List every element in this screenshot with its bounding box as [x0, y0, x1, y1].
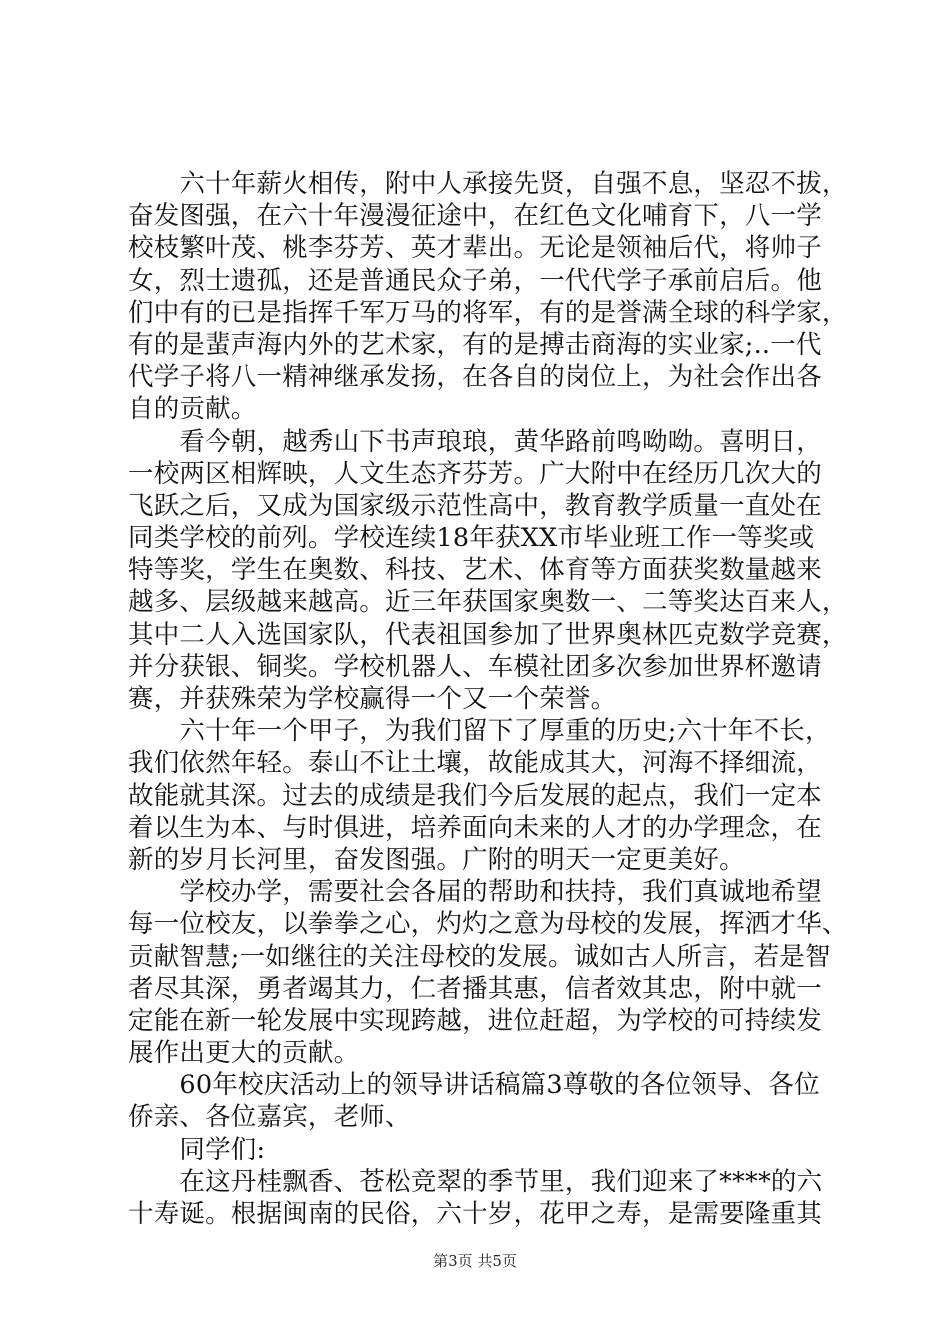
text-line: 自的贡献。	[128, 394, 257, 425]
text-line: 飞跃之后，又成为国家级示范性高中，教育教学质量一直处在	[128, 490, 822, 521]
document-body	[128, 168, 848, 1230]
text-line: 看今朝，越秀山下书声琅琅，黄华路前鸣呦呦。喜明日，	[128, 426, 822, 457]
text-line: 赛，并获殊荣为学校赢得一个又一个荣誉。	[128, 684, 617, 714]
text-line: 在这丹桂飘香、苍松竞翠的季节里，我们迎来了****的六	[128, 1166, 823, 1197]
text-line: 越多、层级越来越高。近三年获国家奥数一、二等奖达百来人，	[128, 587, 848, 618]
text-line: 校枝繁叶茂、桃李芬芳、英才辈出。无论是领袖后代，将帅子	[128, 233, 822, 264]
text-line: 展作出更大的贡献。	[128, 1038, 360, 1069]
text-line: 着以生为本、与时俱进，培养面向未来的人才的办学理念，在	[128, 812, 822, 843]
text-line: 六十年薪火相传，附中人承接先贤，自强不息，坚忍不拔，	[128, 169, 848, 199]
text-line: 并分获银、铜奖。学校机器人、车模社团多次参加世界杯邀请	[128, 651, 822, 682]
text-line: 侨亲、各位嘉宾，老师、	[128, 1102, 411, 1133]
text-line: 贡献智慧;一如继往的关注母校的发展。诚如古人所言，若是智	[128, 941, 831, 972]
text-line: 代学子将八一精神继承发扬，在各自的岗位上，为社会作出各	[128, 362, 822, 393]
text-line: 定能在新一轮发展中实现跨越，进位赶超，为学校的可持续发	[128, 1005, 822, 1036]
text-line: 一校两区相辉映，人文生态齐芬芳。广大附中在经历几次大的	[128, 458, 822, 489]
text-line: 六十年一个甲子，为我们留下了厚重的历史;六十年不长，	[128, 716, 831, 747]
text-line: 女，烈士遗孤，还是普通民众子弟，一代代学子承前启后。他	[128, 265, 822, 296]
text-line: 同类学校的前列。学校连续18年获XX市毕业班工作一等奖或	[128, 523, 815, 554]
text-line: 新的岁月长河里，奋发图强。广附的明天一定更美好。	[128, 844, 745, 875]
text-line: 故能就其深。过去的成绩是我们今后发展的起点，我们一定本	[128, 780, 822, 811]
text-line: 其中二人入选国家队，代表祖国参加了世界奥林匹克数学竞赛，	[128, 619, 848, 650]
text-line: 者尽其深，勇者竭其力，仁者播其惠，信者效其忠，附中就一	[128, 973, 822, 1004]
text-line: 我们依然年轻。泰山不让土壤，故能成其大，河海不择细流，	[128, 748, 822, 779]
text-line: 60年校庆活动上的领导讲话稿篇3尊敬的各位领导、各位	[128, 1070, 820, 1101]
text-line: 同学们:	[128, 1134, 266, 1165]
text-line: 每一位校友，以拳拳之心，灼灼之意为母校的发展，挥洒才华、	[128, 909, 848, 940]
text-line: 十寿诞。根据闽南的民俗，六十岁，花甲之寿，是需要隆重其	[128, 1199, 822, 1229]
text-line: 有的是蜚声海内外的艺术家，有的是搏击商海的实业家;..一代	[128, 329, 822, 360]
text-line: 奋发图强，在六十年漫漫征途中，在红色文化哺育下，八一学	[128, 201, 822, 232]
page-footer: 第3页 共5页	[433, 1252, 517, 1270]
text-line: 学校办学，需要社会各届的帮助和扶持，我们真诚地希望	[128, 877, 822, 908]
text-line: 特等奖，学生在奥数、科技、艺术、体育等方面获奖数量越来	[128, 555, 822, 586]
text-line: 们中有的已是指挥千军万马的将军，有的是誉满全球的科学家，	[128, 297, 848, 328]
